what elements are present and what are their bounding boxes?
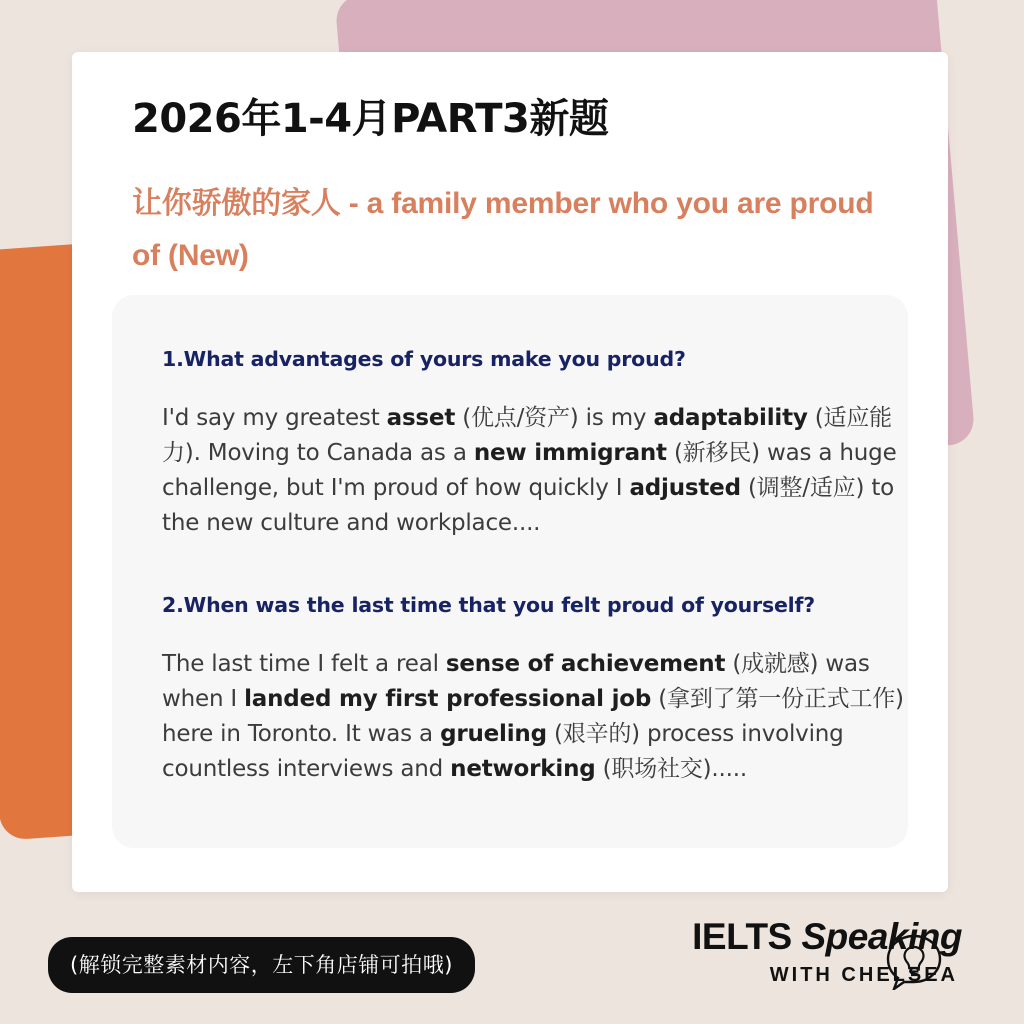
brand-tagline: WITH CHELSEA <box>769 964 958 986</box>
brand-ielts-text: IELTS <box>692 916 792 957</box>
topic-subtitle: 让你骄傲的家人 - a family member who you are proud of (New) <box>132 187 874 272</box>
question-2-label: 2.When was the last time that you felt proud of yourself? <box>162 593 815 617</box>
page-title: 2026年1-4月PART3新题 <box>132 96 609 142</box>
lightbulb-speech-bubble-icon <box>886 934 942 990</box>
answer-2-text: The last time I felt a real sense of achievement (成就感) was when I landed my first professional job (拿到了第一份正式工作) here in Toronto. It was a grueling (艰辛的) process involving countless interviews and networking (职场社交)..... <box>162 651 904 782</box>
brand-block <box>602 916 962 987</box>
promo-ribbon: (解锁完整素材内容，左下角店铺可拍哦) <box>48 937 475 993</box>
answer-1-text: I'd say my greatest asset (优点/资产) is my adaptability (适应能力). Moving to Canada as a new immigrant (新移民) was a huge challenge, but I'm proud of how quickly I adjusted (调整/适应) to the new culture and workplace.... <box>162 405 897 536</box>
qa-panel <box>112 295 908 848</box>
question-1-label: 1.What advantages of yours make you proud? <box>162 347 686 371</box>
content-card <box>72 52 948 892</box>
brand-speaking-text: Speaking <box>801 916 962 957</box>
